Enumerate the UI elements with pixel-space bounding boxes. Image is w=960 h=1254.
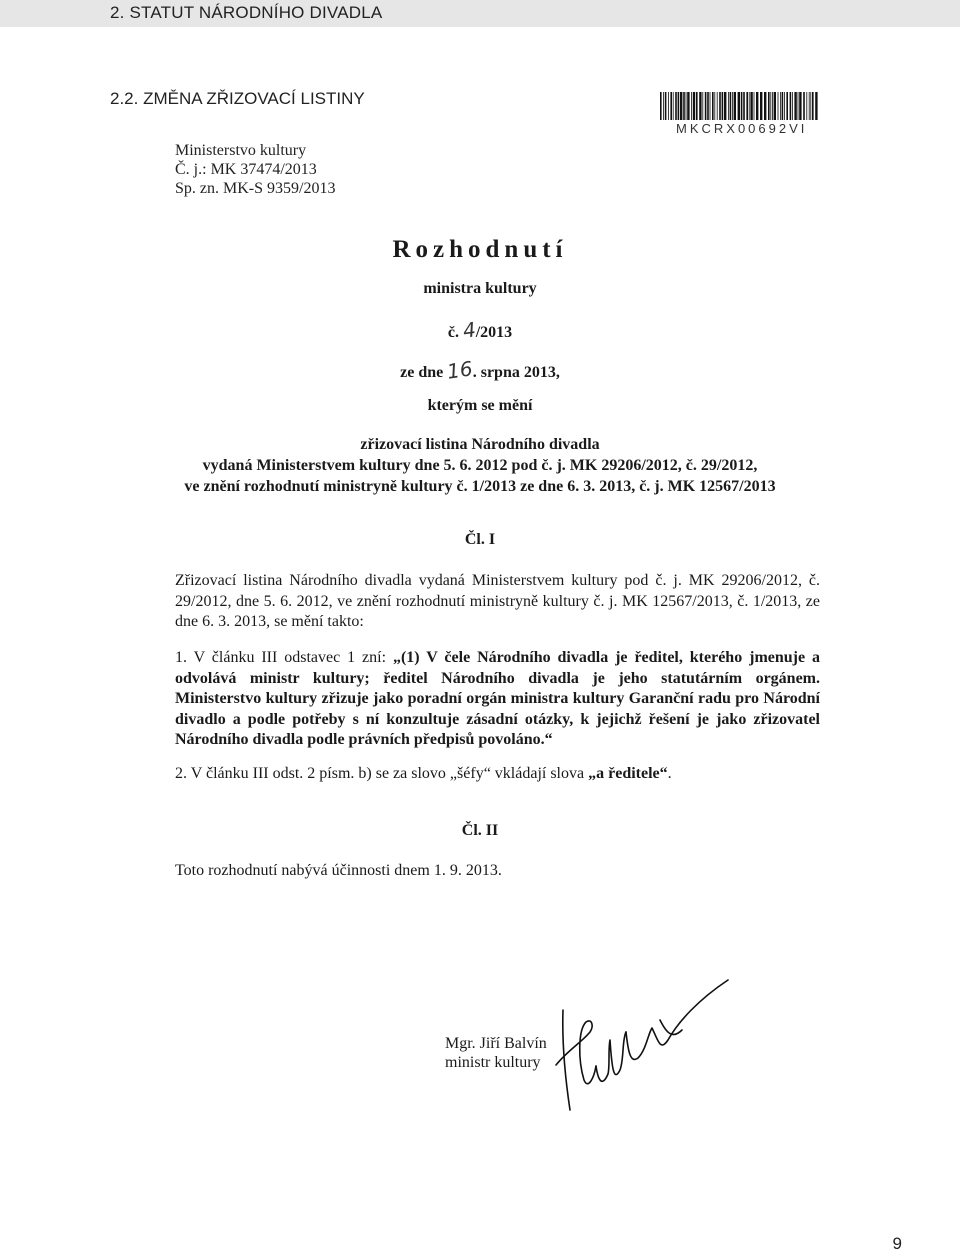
page-number: 9	[892, 1234, 902, 1253]
document-meta	[175, 141, 335, 198]
article-2-heading: Čl. II	[461, 822, 499, 839]
article-1-heading: Čl. I	[464, 531, 496, 548]
date-suffix: . srpna 2013,	[472, 364, 560, 381]
date-prefix: ze dne	[400, 364, 444, 381]
signatory-name: Mgr. Jiří Balvín	[445, 1035, 547, 1052]
point-2-end: .	[667, 765, 672, 782]
decision-title: Rozhodnutí	[392, 236, 568, 263]
which-changes: kterým se mění	[427, 397, 533, 414]
article-1-point-1	[175, 648, 820, 751]
chapter-title: 2. STATUT NÁRODNÍHO DIVADLA	[110, 3, 383, 22]
deed-line-1: zřizovací listina Národního divadla	[360, 436, 600, 453]
effective-date-text: Toto rozhodnutí nabývá účinnosti dnem 1. 9. 2013.	[175, 862, 502, 879]
article-1-intro: Zřizovací listina Národního divadla vydaná Ministerstvem kultury pod č. j. MK 29206/2012, č. 29/2012, dne 5. 6. 2012, ve znění rozhodnutí ministryně kultury č. j. MK 12567/2013, č. 1/2013, ze dne 6. 3. 2013, se mění takto:	[175, 572, 820, 630]
deed-line-3: ve znění rozhodnutí ministryně kultury č. 1/2013 ze dne 6. 3. 2013, č. j. MK 12567/2013	[184, 478, 776, 495]
section-title: 2.2. ZMĚNA ZŘIZOVACÍ LISTINY	[110, 89, 365, 108]
number-prefix: č.	[447, 324, 459, 341]
signatory-role: ministr kultury	[445, 1054, 541, 1071]
ministry-name: Ministerstvo kultury	[175, 142, 307, 159]
point-2-bold: „a ředitele“	[588, 765, 668, 782]
decision-date	[0, 358, 960, 382]
handwritten-number: 4	[461, 317, 478, 343]
reference-number: Č. j.: MK 37474/2013	[175, 161, 317, 178]
point-1-text: „(1) V čele Národního divadla je ředitel, kterého jmenuje a odvolává ministr kultury; ředitel Národního divadla je jeho statutárním orgánem. Ministerstvo kultury zřizuje jako poradní orgán ministra kultury Garanční radu pro Národní divadlo a podle potřeby s ní konzultuje zásadní otázky, k jejichž řešení je jako zřizovatel Národního divadla podle právních předpisů povoláno.“	[175, 649, 821, 748]
deed-line-2: vydaná Ministerstvem kultury dne 5. 6. 2012 pod č. j. MK 29206/2012, č. 29/2012,	[202, 457, 758, 474]
article-1-point-2	[175, 764, 820, 785]
point-1-lead: 1. V článku III odstavec 1 zní:	[175, 649, 393, 666]
barcode-text: MKCRX00692VI	[676, 121, 808, 136]
decision-subtitle: ministra kultury	[423, 280, 537, 297]
decision-number	[0, 318, 960, 342]
barcode-image	[660, 92, 820, 120]
number-suffix: /2013	[475, 324, 513, 341]
handwritten-signature	[548, 970, 738, 1120]
point-2-lead: 2. V článku III odst. 2 písm. b) se za slovo „šéfy“ vkládají slova	[175, 765, 589, 782]
header-band	[0, 0, 960, 27]
file-number: Sp. zn. MK-S 9359/2013	[175, 180, 336, 197]
deed-description	[0, 434, 960, 497]
handwritten-day: 16	[445, 356, 475, 384]
signatory-block	[445, 1034, 547, 1072]
